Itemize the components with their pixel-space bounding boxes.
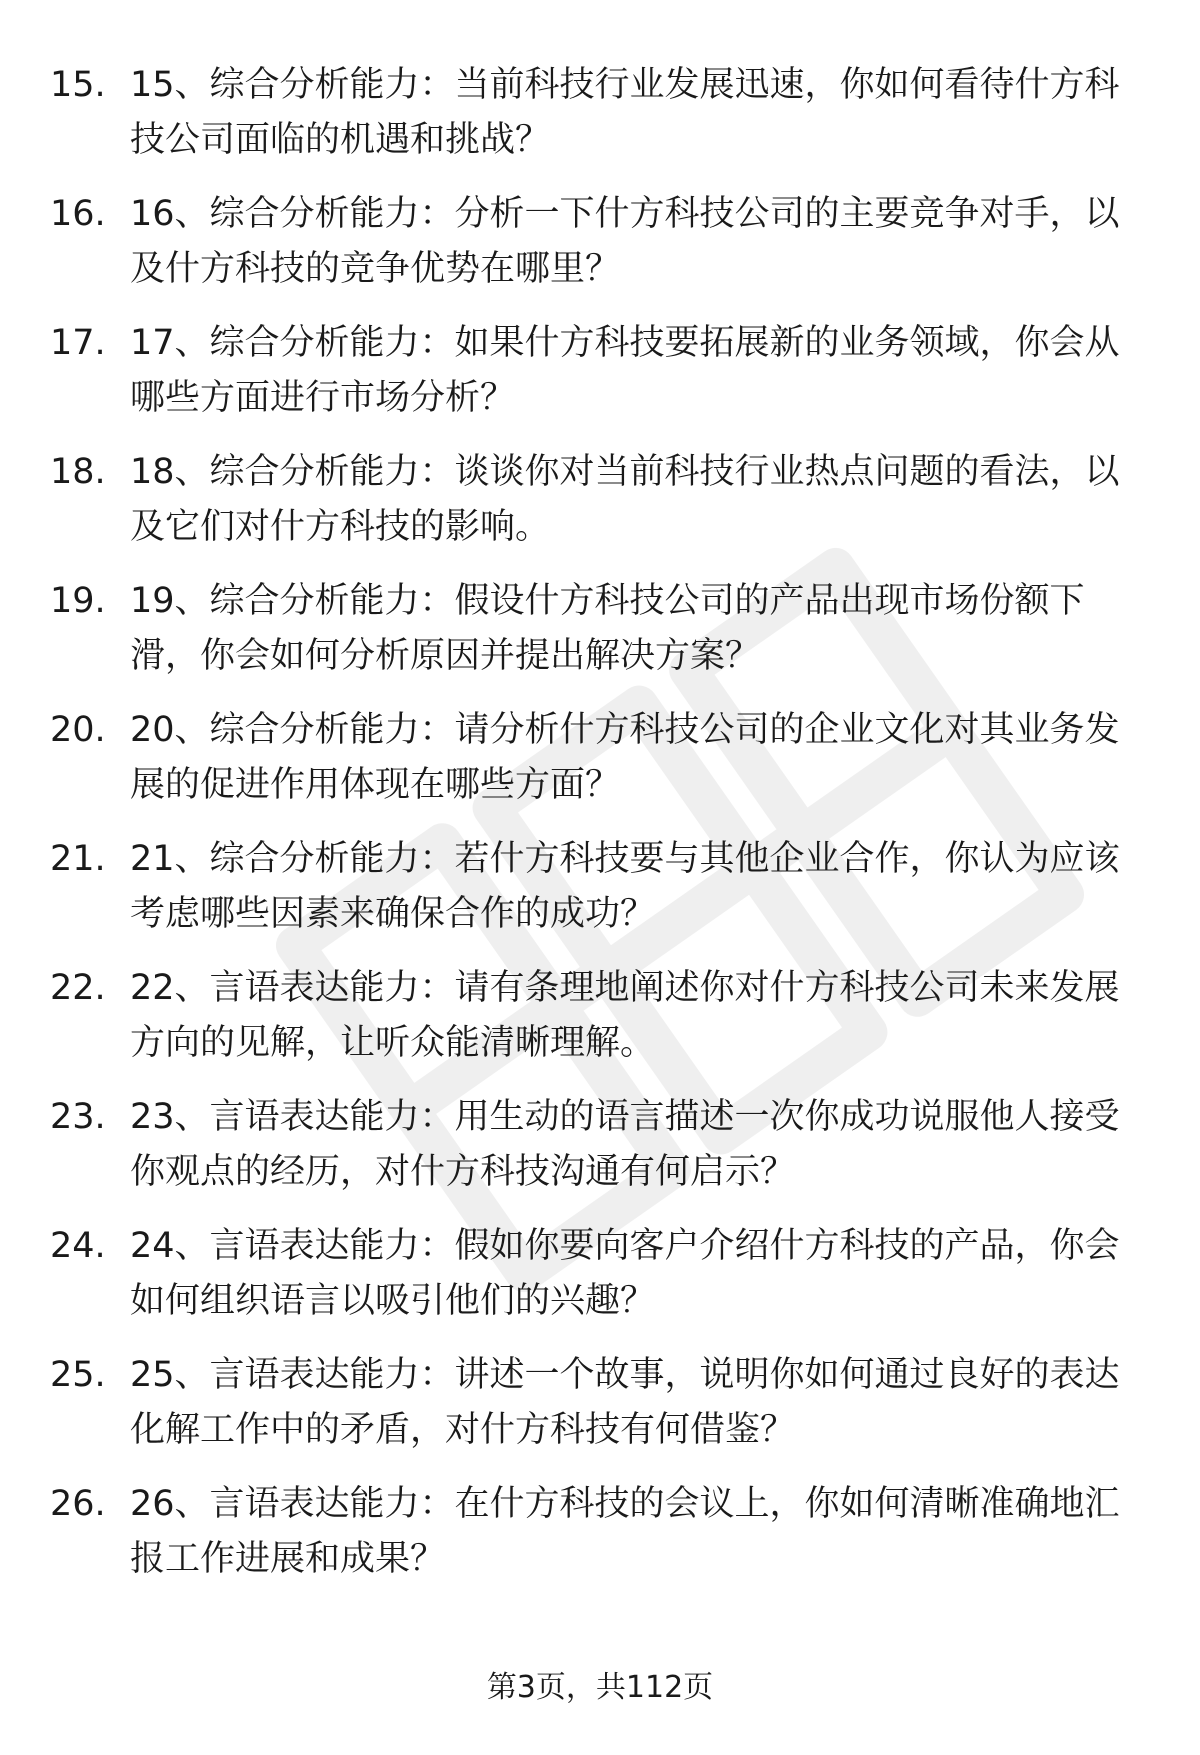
question-text: 17、综合分析能力：如果什方科技要拓展新的业务领域，你会从哪些方面进行市场分析？ bbox=[130, 323, 1120, 418]
question-text: 23、言语表达能力：用生动的语言描述一次你成功说服他人接受你观点的经历，对什方科技沟通有何启示？ bbox=[130, 1097, 1120, 1192]
question-number: 26. bbox=[50, 1484, 106, 1524]
question-text: 20、综合分析能力：请分析什方科技公司的企业文化对其业务发展的促进作用体现在哪些方面？ bbox=[130, 710, 1120, 805]
question-item bbox=[0, 445, 1200, 574]
question-item bbox=[0, 961, 1200, 1090]
question-text: 19、综合分析能力：假设什方科技公司的产品出现市场份额下滑，你会如何分析原因并提出解决方案？ bbox=[130, 581, 1085, 676]
question-number: 15. bbox=[50, 65, 106, 105]
question-number: 24. bbox=[50, 1226, 106, 1266]
question-text: 18、综合分析能力：谈谈你对当前科技行业热点问题的看法，以及它们对什方科技的影响。 bbox=[130, 452, 1120, 547]
question-item bbox=[0, 832, 1200, 961]
question-item bbox=[0, 1477, 1200, 1606]
question-item bbox=[0, 703, 1200, 832]
question-text: 21、综合分析能力：若什方科技要与其他企业合作，你认为应该考虑哪些因素来确保合作的成功？ bbox=[130, 839, 1120, 934]
question-number: 22. bbox=[50, 968, 106, 1008]
question-number: 16. bbox=[50, 194, 106, 234]
question-list bbox=[0, 58, 1200, 1606]
question-text: 24、言语表达能力：假如你要向客户介绍什方科技的产品，你会如何组织语言以吸引他们的兴趣？ bbox=[130, 1226, 1120, 1321]
question-item bbox=[0, 58, 1200, 187]
page-number-footer: 第3页，共112页 bbox=[486, 1670, 714, 1705]
question-text: 26、言语表达能力：在什方科技的会议上，你如何清晰准确地汇报工作进展和成果？ bbox=[130, 1484, 1120, 1579]
question-item bbox=[0, 1090, 1200, 1219]
question-item bbox=[0, 187, 1200, 316]
question-text: 22、言语表达能力：请有条理地阐述你对什方科技公司未来发展方向的见解，让听众能清晰理解。 bbox=[130, 968, 1120, 1063]
question-text: 25、言语表达能力：讲述一个故事，说明你如何通过良好的表达化解工作中的矛盾，对什方科技有何借鉴？ bbox=[130, 1355, 1120, 1450]
question-number: 21. bbox=[50, 839, 106, 879]
question-number: 25. bbox=[50, 1355, 106, 1395]
question-item bbox=[0, 1219, 1200, 1348]
question-item bbox=[0, 1348, 1200, 1477]
question-item bbox=[0, 316, 1200, 445]
question-text: 15、综合分析能力：当前科技行业发展迅速，你如何看待什方科技公司面临的机遇和挑战？ bbox=[130, 65, 1120, 160]
question-number: 23. bbox=[50, 1097, 106, 1137]
question-number: 18. bbox=[50, 452, 106, 492]
question-number: 19. bbox=[50, 581, 106, 621]
question-number: 17. bbox=[50, 323, 106, 363]
question-item bbox=[0, 574, 1200, 703]
question-number: 20. bbox=[50, 710, 106, 750]
question-text: 16、综合分析能力：分析一下什方科技公司的主要竞争对手，以及什方科技的竞争优势在哪里？ bbox=[130, 194, 1120, 289]
